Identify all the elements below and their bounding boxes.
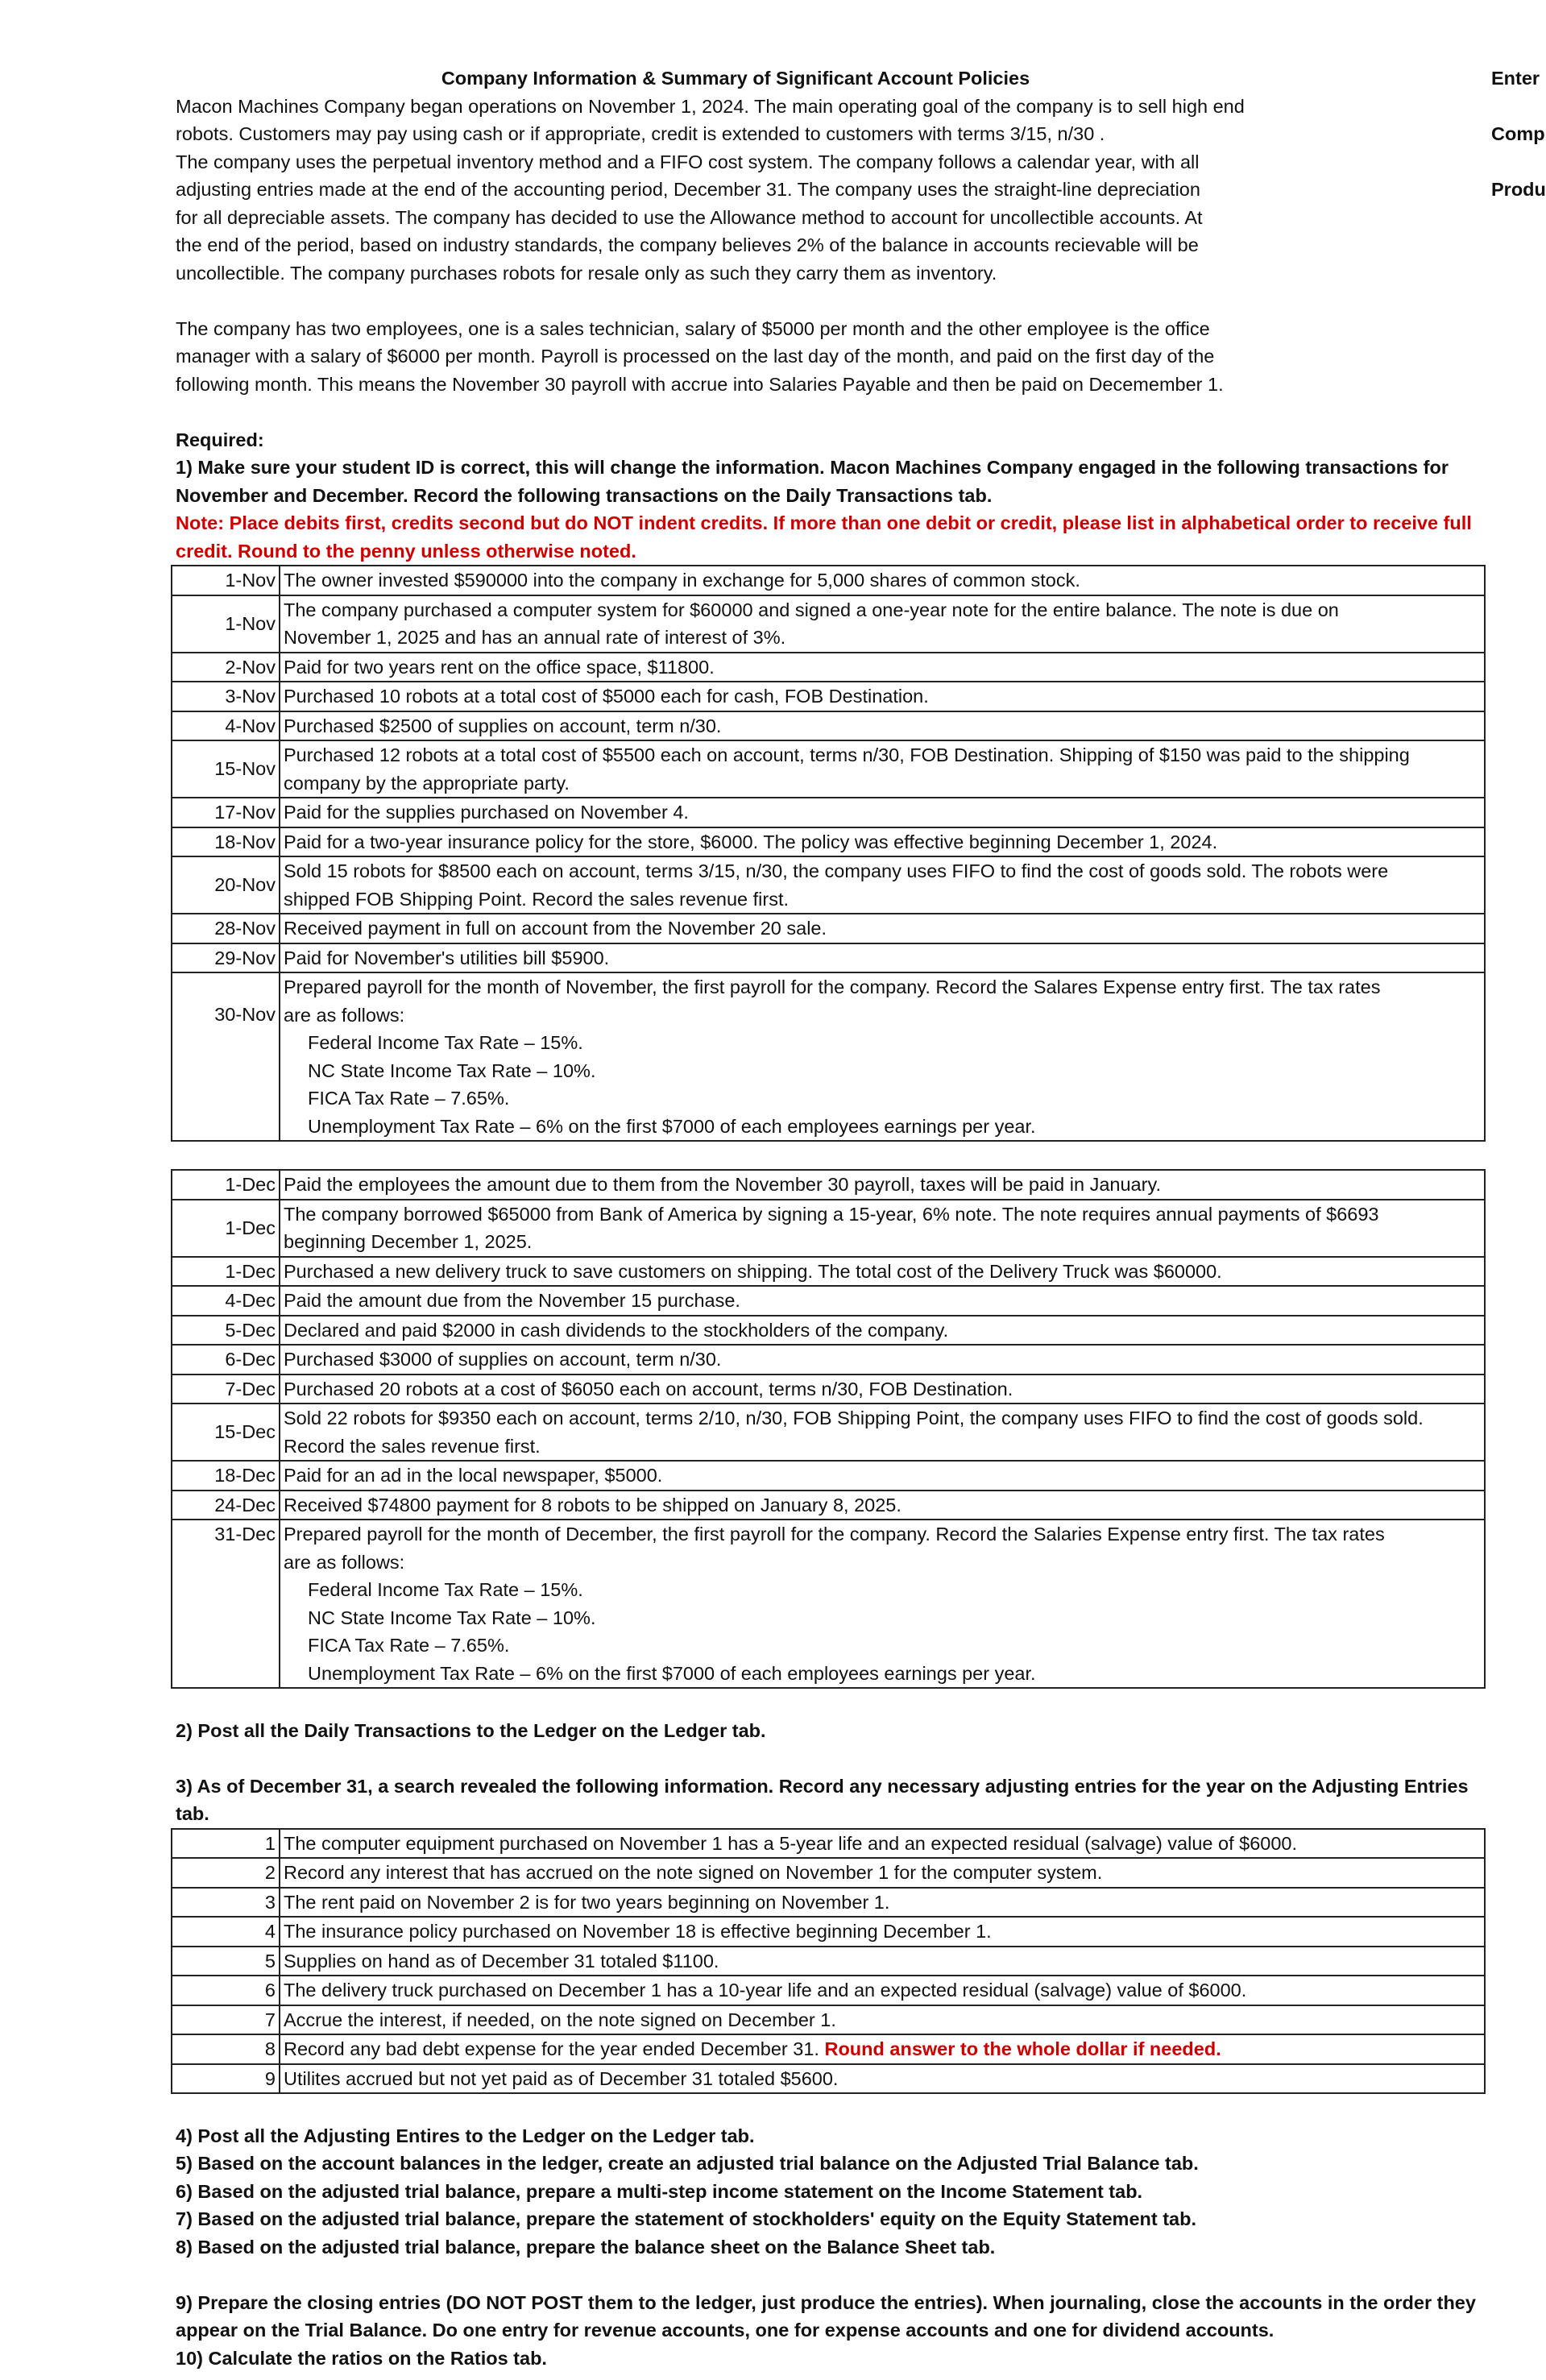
transaction-date: 6-Dec: [172, 1345, 280, 1375]
transaction-row: [172, 1257, 1485, 1287]
transaction-description: [280, 856, 1485, 914]
description-line: Purchased $3000 of supplies on account, term n/30.: [284, 1349, 722, 1370]
adjustment-number: 1: [172, 1829, 280, 1859]
step-6: 6) Based on the adjusted trial balance, prepare a multi-step income statement on the Income Statement tab.: [176, 2180, 1143, 2202]
transaction-row: [172, 798, 1485, 827]
transaction-description: [280, 1316, 1485, 1345]
description-line: Paid for a two-year insurance policy for the store, $6000. The policy was effective beginning December 1, 2024.: [284, 831, 1218, 852]
transaction-date: 3-Nov: [172, 682, 280, 711]
description-line: Prepared payroll for the month of November, the first payroll for the company. Record the Salares Expense entry first. The tax rates: [284, 976, 1381, 997]
intro-line: adjusting entries made at the end of the accounting period, December 31. The company uses the straight-line depreciation: [176, 179, 1200, 200]
adjustment-description: [280, 2034, 1485, 2064]
tax-rate-line: NC State Income Tax Rate – 10%.: [308, 1059, 596, 1081]
transaction-row: [172, 943, 1485, 973]
adjustment-text: Record any bad debt expense for the year ended December 31.: [284, 2038, 825, 2059]
step-1-line: November and December. Record the following transactions on the Daily Transactions tab.: [176, 484, 993, 506]
transaction-date: 15-Nov: [172, 740, 280, 798]
adjustment-description: [280, 1947, 1485, 1976]
intro-line: for all depreciable assets. The company has decided to use the Allowance method to account for uncollectible accounts. At: [176, 206, 1203, 228]
transaction-description: [280, 682, 1485, 711]
transaction-description: [280, 711, 1485, 741]
step-7: 7) Based on the adjusted trial balance, prepare the statement of stockholders' equity on the Equity Statement tab.: [176, 2208, 1197, 2229]
transaction-date: 5-Dec: [172, 1316, 280, 1345]
transaction-description: [280, 1345, 1485, 1375]
page-title: Company Information & Summary of Significant Account Policies: [441, 68, 1030, 89]
employee-line: following month. This means the November 30 payroll with accrue into Salaries Payable and then be paid on Decemember 1.: [176, 373, 1224, 395]
step-10: 10) Calculate the ratios on the Ratios tab.: [176, 2347, 547, 2369]
description-line: Purchased 10 robots at a total cost of $5000 each for cash, FOB Destination.: [284, 686, 929, 707]
transaction-date: 18-Nov: [172, 827, 280, 857]
tax-rate-line: NC State Income Tax Rate – 10%.: [308, 1607, 596, 1628]
december-transactions-table: [171, 1169, 1486, 1689]
adjustment-text: The delivery truck purchased on December 1 has a 10-year life and an expected residual (salvage) value of $6000.: [284, 1980, 1247, 2001]
transaction-description: [280, 798, 1485, 827]
steps-4-8: [176, 2122, 1490, 2262]
transaction-date: 4-Dec: [172, 1286, 280, 1316]
adjustment-description: [280, 1858, 1485, 1888]
transaction-date: 20-Nov: [172, 856, 280, 914]
step-5: 5) Based on the account balances in the ledger, create an adjusted trial balance on the Adjusted Trial Balance tab.: [176, 2153, 1199, 2174]
transaction-description: [280, 1170, 1485, 1200]
description-line: Purchased $2500 of supplies on account, term n/30.: [284, 715, 722, 736]
description-line: company by the appropriate party.: [284, 772, 570, 794]
tax-rate-line: FICA Tax Rate – 7.65%.: [308, 1088, 510, 1109]
step-3: [176, 1773, 1490, 1828]
description-line: Prepared payroll for the month of December, the first payroll for the company. Record the Salaries Expense entry first. The tax rates: [284, 1524, 1385, 1545]
transaction-date: 4-Nov: [172, 711, 280, 741]
step-9-line: 9) Prepare the closing entries (DO NOT POST them to the ledger, just produce the entries). When journaling, close the accounts in the order they: [176, 2291, 1476, 2313]
description-line: Paid for November's utilities bill $5900.: [284, 947, 610, 968]
adjustment-row: [172, 2064, 1485, 2094]
transaction-description: [280, 1200, 1485, 1257]
adjustment-row: [172, 1829, 1485, 1859]
tax-rate-line: Federal Income Tax Rate – 15%.: [308, 1032, 583, 1053]
intro-line: robots. Customers may pay using cash or if appropriate, credit is extended to customers with terms 3/15, n/30 .: [176, 123, 1105, 144]
description-line: Purchased 12 robots at a total cost of $5500 each on account, terms n/30, FOB Destination. Shipping of $150 was paid to the shipping: [284, 744, 1410, 765]
adjustment-description: [280, 2064, 1485, 2094]
transaction-description: [280, 740, 1485, 798]
transaction-row: [172, 1345, 1485, 1375]
transaction-row: [172, 972, 1485, 1141]
step-4: 4) Post all the Adjusting Entires to the Ledger on the Ledger tab.: [176, 2125, 755, 2146]
adjustment-row: [172, 1947, 1485, 1976]
description-line: Paid the amount due from the November 15 purchase.: [284, 1290, 740, 1311]
transaction-date: 18-Dec: [172, 1461, 280, 1491]
tax-rate-line: Unemployment Tax Rate – 6% on the first $7000 of each employees earnings per year.: [308, 1662, 1036, 1684]
adjustment-number: 4: [172, 1917, 280, 1947]
adjustment-text: Supplies on hand as of December 31 totaled $1100.: [284, 1950, 719, 1972]
adjustment-description: [280, 2005, 1485, 2035]
side-label-produ: Produ: [1491, 179, 1546, 200]
transaction-description: [280, 914, 1485, 943]
adjustment-number: 6: [172, 1976, 280, 2005]
transaction-row: [172, 653, 1485, 682]
transaction-description: [280, 653, 1485, 682]
adjustment-text: Record any interest that has accrued on the note signed on November 1 for the computer system.: [284, 1862, 1103, 1883]
transaction-row: [172, 566, 1485, 595]
adjustment-row: [172, 2034, 1485, 2064]
description-line: Paid for two years rent on the office space, $11800.: [284, 656, 715, 678]
description-line: The company borrowed $65000 from Bank of America by signing a 15-year, 6% note. The note requires annual payments of $6693: [284, 1203, 1379, 1225]
transaction-row: [172, 1461, 1485, 1491]
transaction-date: 29-Nov: [172, 943, 280, 973]
steps-9-10: [176, 2289, 1490, 2373]
step-1-line: 1) Make sure your student ID is correct, this will change the information. Macon Machines Company engaged in the following transactions for: [176, 457, 1449, 478]
transaction-date: 24-Dec: [172, 1491, 280, 1520]
tax-rate-line: Unemployment Tax Rate – 6% on the first $7000 of each employees earnings per year.: [308, 1115, 1036, 1137]
transaction-description: [280, 972, 1485, 1141]
transaction-row: [172, 1316, 1485, 1345]
intro-line: the end of the period, based on industry standards, the company believes 2% of the balance in accounts recievable will be: [176, 234, 1199, 255]
transaction-description: [280, 1286, 1485, 1316]
transaction-date: 1-Nov: [172, 595, 280, 653]
november-transactions-table: [171, 565, 1486, 1142]
step-1: [176, 454, 1490, 509]
description-line: are as follows:: [284, 1551, 405, 1573]
transaction-row: [172, 1491, 1485, 1520]
transaction-date: 31-Dec: [172, 1520, 280, 1688]
description-line: Received payment in full on account from the November 20 sale.: [284, 918, 827, 939]
transaction-date: 7-Dec: [172, 1375, 280, 1404]
step-8: 8) Based on the adjusted trial balance, prepare the balance sheet on the Balance Sheet tab.: [176, 2236, 996, 2258]
transaction-description: [280, 566, 1485, 595]
adjustment-rounding-note: Round answer to the whole dollar if needed.: [824, 2038, 1221, 2059]
transaction-row: [172, 1200, 1485, 1257]
adjustment-row: [172, 1888, 1485, 1918]
transaction-description: [280, 595, 1485, 653]
employee-line: manager with a salary of $6000 per month. Payroll is processed on the last day of the month, and paid on the first day of the: [176, 346, 1215, 367]
description-line: Purchased 20 robots at a cost of $6050 each on account, terms n/30, FOB Destination.: [284, 1378, 1013, 1399]
description-line: shipped FOB Shipping Point. Record the sales revenue first.: [284, 888, 790, 910]
adjustment-number: 8: [172, 2034, 280, 2064]
description-line: Paid the employees the amount due to them from the November 30 payroll, taxes will be paid in January.: [284, 1174, 1161, 1195]
adjustment-text: The insurance policy purchased on November 18 is effective beginning December 1.: [284, 1921, 992, 1942]
transaction-description: [280, 1257, 1485, 1287]
intro-line: Macon Machines Company began operations on November 1, 2024. The main operating goal of the company is to sell high end: [176, 95, 1245, 117]
transaction-row: [172, 711, 1485, 741]
description-line: Paid for an ad in the local newspaper, $5000.: [284, 1465, 663, 1486]
adjustment-description: [280, 1917, 1485, 1947]
note-line: Note: Place debits first, credits second but do NOT indent credits. If more than one debit or credit, please list in alphabetical order to receive full: [176, 512, 1472, 533]
transaction-date: 17-Nov: [172, 798, 280, 827]
side-label-comp: Comp: [1491, 123, 1545, 144]
transaction-description: [280, 1404, 1485, 1461]
transaction-date: 1-Dec: [172, 1200, 280, 1257]
adjustment-text: The rent paid on November 2 is for two years beginning on November 1.: [284, 1891, 890, 1913]
description-line: The owner invested $590000 into the company in exchange for 5,000 shares of common stock.: [284, 570, 1080, 591]
adjustment-number: 9: [172, 2064, 280, 2094]
description-line: Sold 22 robots for $9350 each on account, terms 2/10, n/30, FOB Shipping Point, the company uses FIFO to find the cost of goods sold.: [284, 1408, 1424, 1428]
step-2: 2) Post all the Daily Transactions to the Ledger on the Ledger tab.: [176, 1719, 766, 1741]
transaction-row: [172, 827, 1485, 857]
transaction-description: [280, 943, 1485, 973]
adjustment-description: [280, 1888, 1485, 1918]
employee-paragraph: [176, 315, 1304, 399]
transaction-row: [172, 740, 1485, 798]
transaction-row: [172, 856, 1485, 914]
transaction-row: [172, 1520, 1485, 1688]
step-3-line: 3) As of December 31, a search revealed the following information. Record any necessary adjusting entries for the year on the Adjusting Entries: [176, 1775, 1469, 1797]
transaction-description: [280, 1461, 1485, 1491]
description-line: Paid for the supplies purchased on November 4.: [284, 802, 689, 823]
transaction-date: 1-Nov: [172, 566, 280, 595]
transaction-date: 15-Dec: [172, 1404, 280, 1461]
transaction-row: [172, 1404, 1485, 1461]
transaction-description: [280, 1491, 1485, 1520]
side-label-enter: Enter: [1491, 68, 1540, 89]
transaction-row: [172, 595, 1485, 653]
employee-line: The company has two employees, one is a sales technician, salary of $5000 per month and the other employee is the office: [176, 317, 1210, 339]
adjustment-row: [172, 1858, 1485, 1888]
required-heading: Required:: [176, 429, 264, 450]
tax-rate-line: FICA Tax Rate – 7.65%.: [308, 1635, 510, 1656]
transaction-date: 1-Dec: [172, 1170, 280, 1200]
description-line: Declared and paid $2000 in cash dividends to the stockholders of the company.: [284, 1319, 949, 1341]
intro-line: The company uses the perpetual inventory method and a FIFO cost system. The company follows a calendar year, with all: [176, 151, 1200, 172]
adjustment-row: [172, 1917, 1485, 1947]
description-line: Record the sales revenue first.: [284, 1435, 541, 1457]
adjustment-number: 7: [172, 2005, 280, 2035]
adjustment-description: [280, 1829, 1485, 1859]
note-line: credit. Round to the penny unless otherwise noted.: [176, 540, 636, 562]
intro-line: uncollectible. The company purchases robots for resale only as such they carry them as inventory.: [176, 262, 997, 284]
description-line: Purchased a new delivery truck to save customers on shipping. The total cost of the Delivery Truck was $60000.: [284, 1260, 1222, 1282]
adjustment-description: [280, 1976, 1485, 2005]
description-line: beginning December 1, 2025.: [284, 1231, 533, 1252]
transaction-description: [280, 827, 1485, 857]
step-9-line: appear on the Trial Balance. Do one entry for revenue accounts, one for expense accounts and one for dividend accounts.: [176, 2320, 1275, 2341]
adjustment-number: 5: [172, 1947, 280, 1976]
transaction-row: [172, 1286, 1485, 1316]
adjustment-text: The computer equipment purchased on November 1 has a 5-year life and an expected residual (salvage) value of $6000.: [284, 1832, 1298, 1854]
adjustment-number: 2: [172, 1858, 280, 1888]
description-line: Sold 15 robots for $8500 each on account, terms 3/15, n/30, the company uses FIFO to find the cost of goods sold. The robots were: [284, 860, 1389, 881]
intro-paragraph: [176, 93, 1304, 288]
transaction-row: [172, 914, 1485, 943]
transaction-description: [280, 1375, 1485, 1404]
adjustment-row: [172, 1976, 1485, 2005]
transaction-row: [172, 682, 1485, 711]
transaction-date: 28-Nov: [172, 914, 280, 943]
adjustment-row: [172, 2005, 1485, 2035]
adjustments-table: [171, 1828, 1486, 2095]
transaction-date: 30-Nov: [172, 972, 280, 1141]
adjustment-text: Utilites accrued but not yet paid as of December 31 totaled $5600.: [284, 2067, 839, 2089]
description-line: The company purchased a computer system for $60000 and signed a one-year note for the entire balance. The note is due on: [284, 599, 1339, 620]
description-line: November 1, 2025 and has an annual rate of interest of 3%.: [284, 627, 786, 648]
description-line: Received $74800 payment for 8 robots to be shipped on January 8, 2025.: [284, 1494, 901, 1515]
step-3-line: tab.: [176, 1803, 209, 1824]
assignment-body: [176, 64, 1490, 2372]
transaction-row: [172, 1375, 1485, 1404]
adjustment-number: 3: [172, 1888, 280, 1918]
tax-rate-line: Federal Income Tax Rate – 15%.: [308, 1579, 583, 1600]
adjustment-text: Accrue the interest, if needed, on the note signed on December 1.: [284, 2009, 836, 2030]
transaction-description: [280, 1520, 1485, 1688]
note-warning: [176, 509, 1490, 565]
description-line: are as follows:: [284, 1004, 405, 1026]
transaction-date: 2-Nov: [172, 653, 280, 682]
transaction-row: [172, 1170, 1485, 1200]
transaction-date: 1-Dec: [172, 1257, 280, 1287]
